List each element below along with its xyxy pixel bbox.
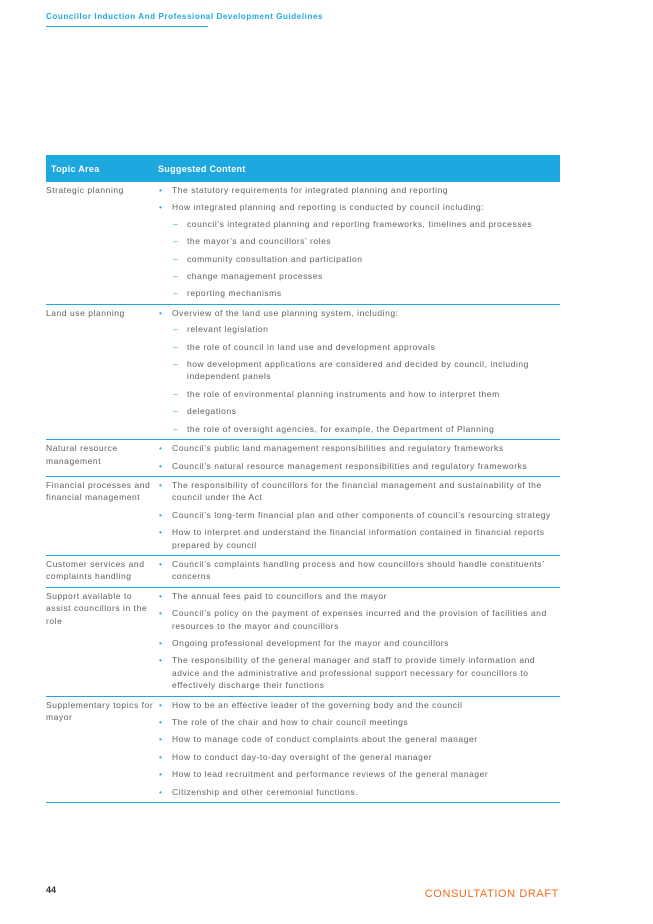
list-item bbox=[158, 716, 560, 728]
sub-list-item: – delegations bbox=[172, 405, 560, 417]
list-item-text: Council’s complaints handling process and how councillors should handle constituents’ concerns bbox=[172, 558, 545, 582]
content-list bbox=[158, 479, 560, 551]
list-item-text: How to conduct day-to-day oversight of the general manager bbox=[172, 751, 433, 762]
list-item-text: Council’s long-term financial plan and other components of council’s resourcing strategy bbox=[172, 509, 551, 520]
list-item bbox=[158, 201, 560, 299]
content-table-wrapper bbox=[46, 155, 560, 803]
list-item bbox=[158, 526, 560, 551]
sub-list-item: – the role of council in land use and development approvals bbox=[172, 341, 560, 353]
sub-list-item: – change management processes bbox=[172, 270, 560, 282]
list-item-text: The responsibility of councillors for the financial management and sustainability of the council under the Act bbox=[172, 479, 542, 503]
content-list bbox=[158, 442, 560, 472]
content-list bbox=[158, 590, 560, 692]
list-item-text: Council’s natural resource management responsibilities and regulatory frameworks bbox=[172, 460, 528, 471]
topic-area-cell: Strategic planning bbox=[46, 185, 124, 195]
column-header-topic-area: Topic Area bbox=[46, 155, 158, 182]
list-item bbox=[158, 590, 560, 602]
content-list bbox=[158, 558, 560, 583]
topic-area-cell: Land use planning bbox=[46, 307, 125, 318]
table-body bbox=[46, 182, 560, 803]
sub-list-item: – the mayor’s and councillors’ roles bbox=[172, 235, 560, 247]
sub-list-item: – council’s integrated planning and reporting frameworks, timelines and processes bbox=[172, 218, 560, 230]
list-item bbox=[158, 442, 560, 454]
list-item-text: How to be an effective leader of the governing body and the council bbox=[172, 699, 463, 710]
list-item-text: How integrated planning and reporting is conducted by council including: bbox=[172, 202, 485, 213]
list-item bbox=[158, 479, 560, 504]
list-item bbox=[158, 460, 560, 472]
sub-list-item: – the role of environmental planning instruments and how to interpret them bbox=[172, 388, 560, 400]
list-item bbox=[158, 607, 560, 632]
list-item-text: The statutory requirements for integrated planning and reporting bbox=[172, 185, 449, 195]
table-header-row bbox=[46, 155, 560, 182]
suggested-content-cell bbox=[158, 304, 560, 439]
sub-list-item: – community consultation and participation bbox=[172, 253, 560, 265]
suggested-content-cell bbox=[158, 476, 560, 555]
content-list bbox=[158, 184, 560, 300]
table-row bbox=[46, 476, 560, 555]
sub-list bbox=[172, 323, 560, 435]
list-item bbox=[158, 637, 560, 649]
table-row bbox=[46, 182, 560, 304]
suggested-content-cell bbox=[158, 587, 560, 696]
sub-list bbox=[172, 218, 560, 300]
header-rule bbox=[46, 26, 208, 27]
sub-list-item: – reporting mechanisms bbox=[172, 287, 560, 299]
list-item-text: The role of the chair and how to chair council meetings bbox=[172, 717, 409, 727]
topic-area-cell: Customer services and complaints handling bbox=[46, 558, 145, 582]
content-list bbox=[158, 307, 560, 435]
list-item bbox=[158, 786, 560, 798]
list-item-text: Citizenship and other ceremonial functions. bbox=[172, 786, 359, 797]
table-row bbox=[46, 304, 560, 439]
list-item bbox=[158, 307, 560, 435]
list-item-text: How to interpret and understand the financial information contained in financial reports prepared by council bbox=[172, 527, 545, 550]
table-row bbox=[46, 587, 560, 696]
sub-list-item: – the role of oversight agencies, for example, the Department of Planning bbox=[172, 423, 560, 435]
topic-area-cell: Financial processes and financial management bbox=[46, 479, 151, 503]
sub-list-item: – relevant legislation bbox=[172, 323, 560, 335]
list-item bbox=[158, 699, 560, 711]
table-row bbox=[46, 696, 560, 802]
page-number: 44 bbox=[46, 885, 57, 895]
document-title: Councillor Induction And Professional Development Guidelines bbox=[46, 12, 324, 21]
list-item-text: How to manage code of conduct complaints about the general manager bbox=[172, 734, 478, 745]
topics-table bbox=[46, 155, 560, 803]
topic-area-cell: Natural resource management bbox=[46, 443, 118, 466]
content-list bbox=[158, 699, 560, 798]
column-header-suggested-content: Suggested Content bbox=[158, 155, 560, 182]
list-item-text: Council’s public land management responsibilities and regulatory frameworks bbox=[172, 443, 504, 454]
list-item bbox=[158, 184, 560, 196]
topic-area-cell: Supplementary topics for mayor bbox=[46, 699, 154, 722]
sub-list-item: – how development applications are considered and decided by council, including independent panels bbox=[172, 358, 560, 383]
topic-area-cell: Support available to assist councillors in the role bbox=[46, 590, 148, 626]
list-item-text: The responsibility of the general manager and staff to provide timely information and advice and the administrative and professional support necessary for councillors to effectively discharge their functions bbox=[172, 655, 536, 691]
suggested-content-cell bbox=[158, 555, 560, 587]
suggested-content-cell bbox=[158, 182, 560, 304]
list-item bbox=[158, 751, 560, 763]
list-item-text: Council’s policy on the payment of expenses incurred and the provision of facilities and resources to the mayor and councillors bbox=[172, 608, 547, 631]
list-item bbox=[158, 509, 560, 521]
suggested-content-cell bbox=[158, 440, 560, 477]
list-item bbox=[158, 558, 560, 583]
page-header bbox=[46, 12, 323, 27]
table-row bbox=[46, 555, 560, 587]
list-item bbox=[158, 768, 560, 780]
suggested-content-cell bbox=[158, 696, 560, 802]
list-item-text: Overview of the land use planning system, including: bbox=[172, 307, 399, 318]
list-item bbox=[158, 733, 560, 745]
table-row bbox=[46, 440, 560, 477]
list-item-text: How to lead recruitment and performance reviews of the general manager bbox=[172, 769, 489, 780]
list-item-text: The annual fees paid to councillors and the mayor bbox=[172, 590, 388, 601]
consultation-draft-label: CONSULTATION DRAFT bbox=[424, 888, 559, 900]
list-item bbox=[158, 654, 560, 691]
list-item-text: Ongoing professional development for the mayor and councillors bbox=[172, 637, 449, 648]
